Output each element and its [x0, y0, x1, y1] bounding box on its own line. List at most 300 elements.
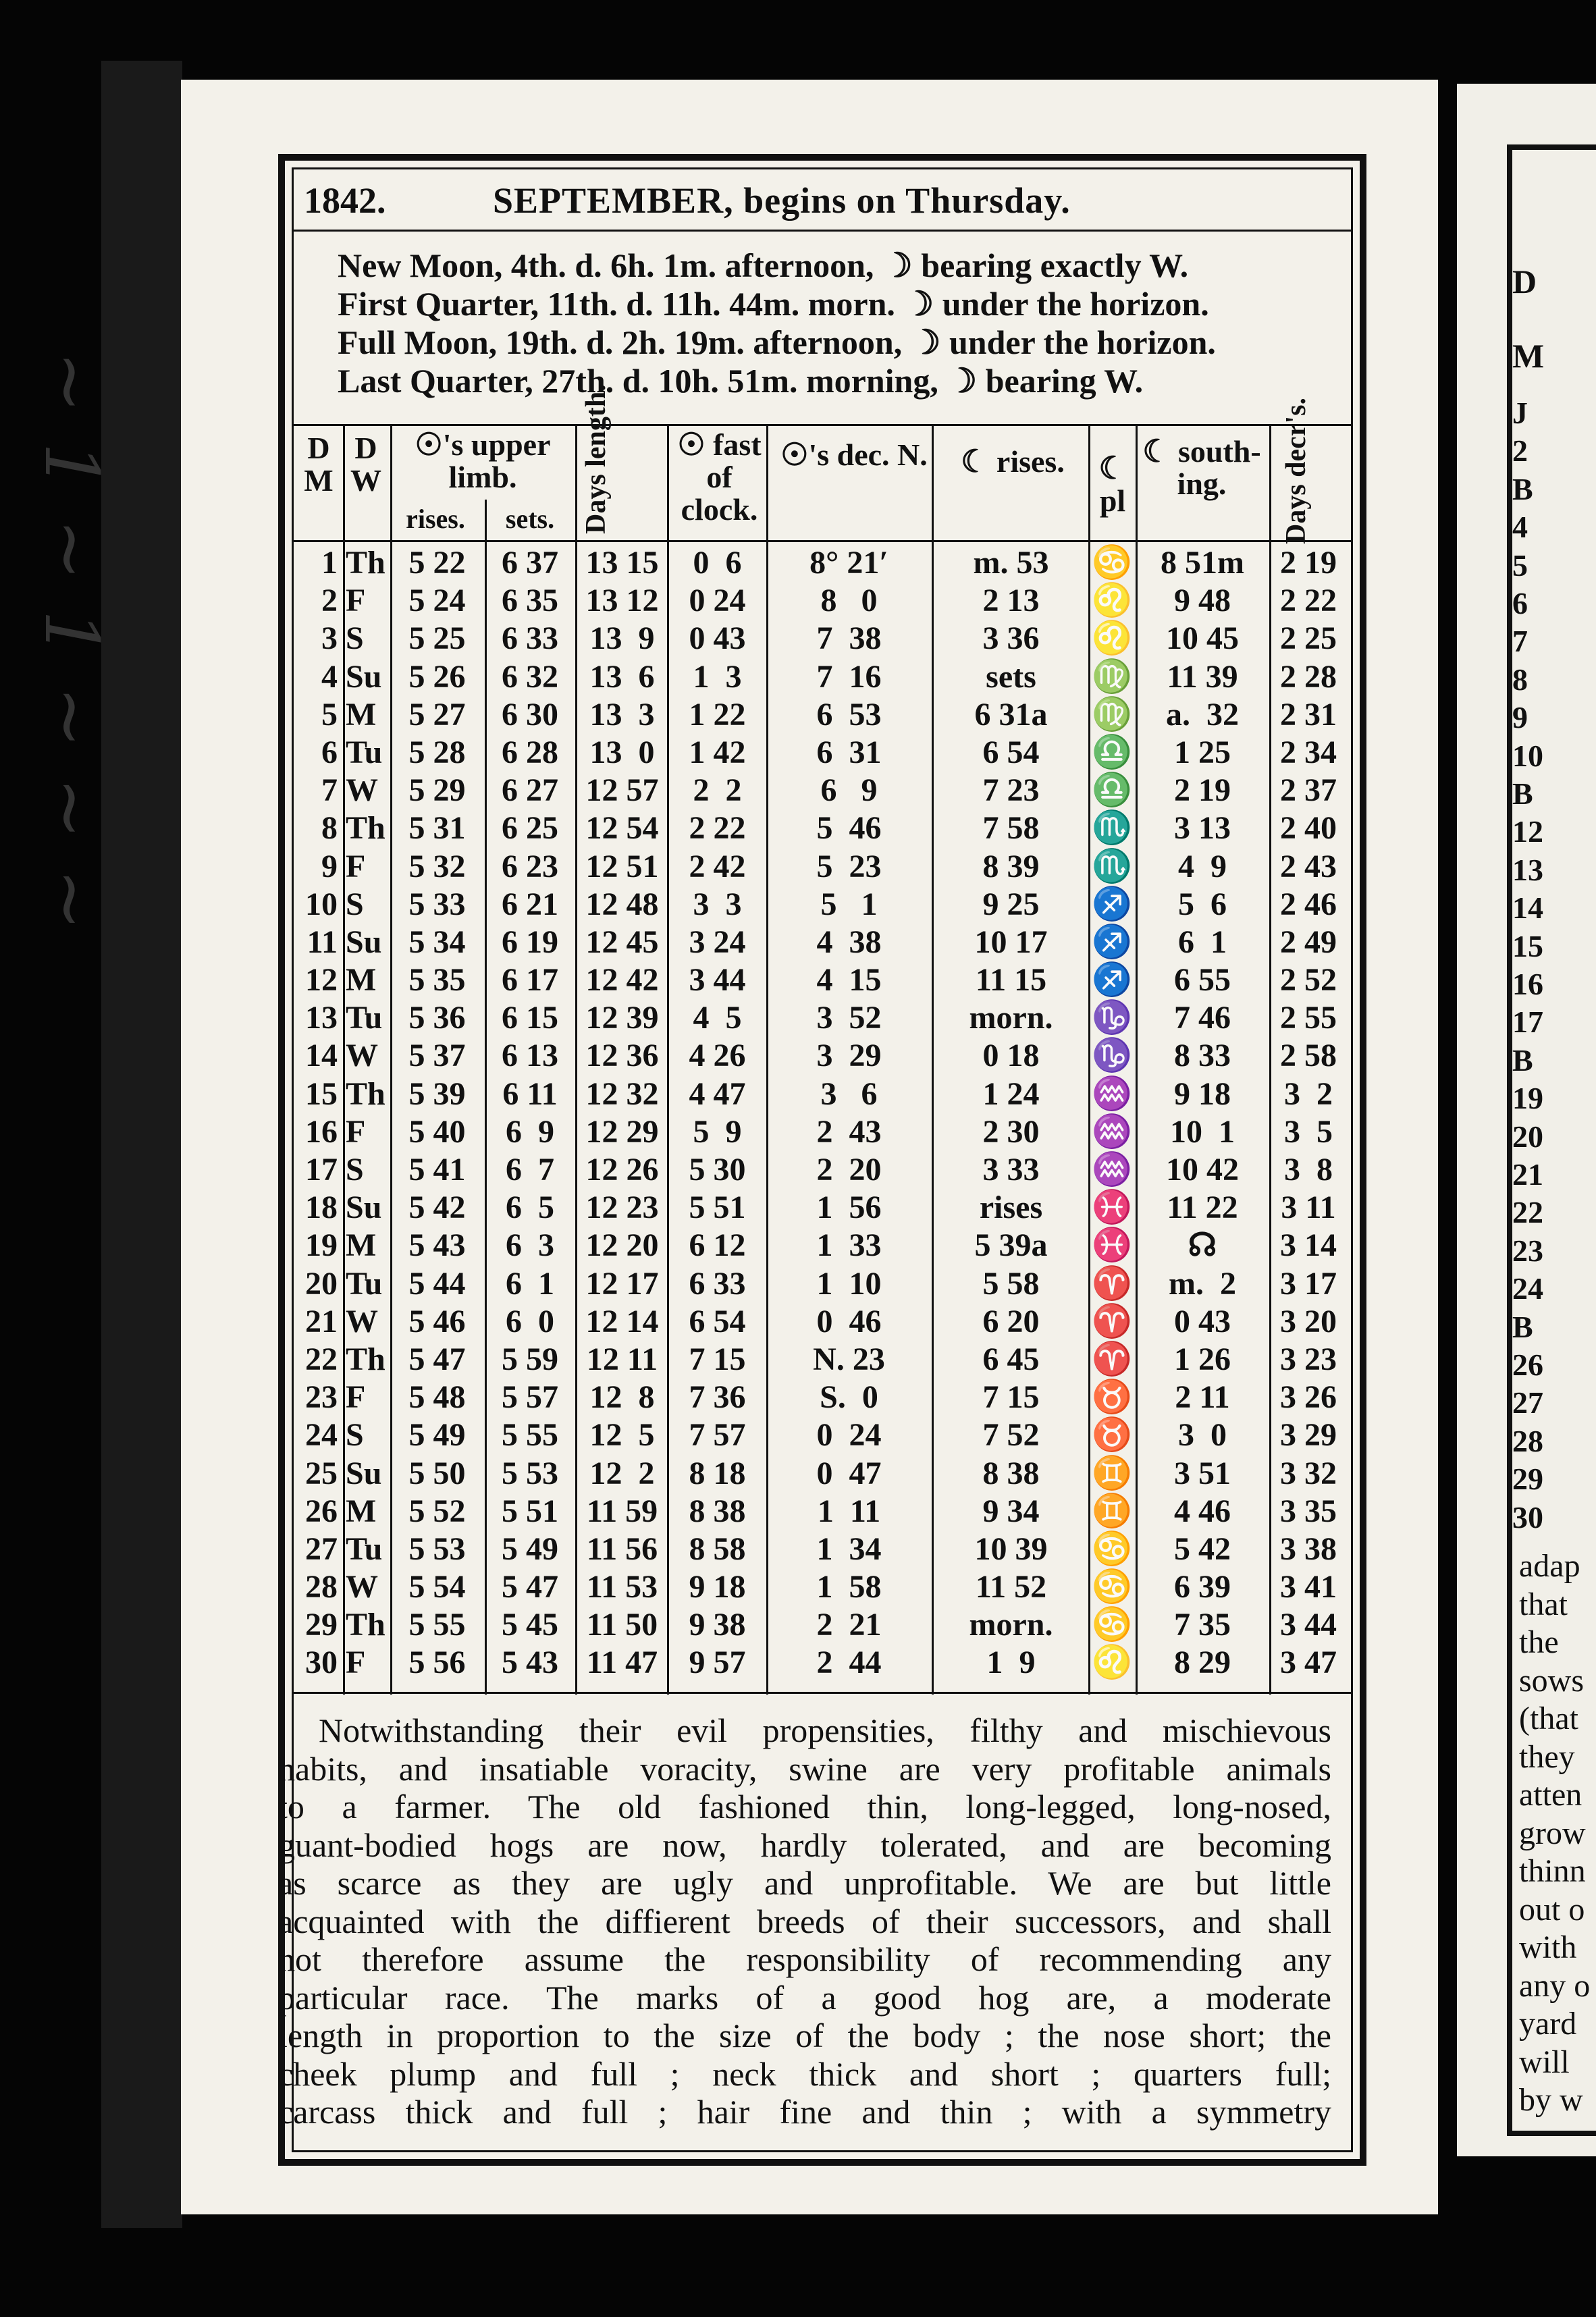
moon-place-cell: ♐ — [1092, 924, 1132, 960]
sun-sets-cell: 5 47 — [502, 1569, 558, 1605]
table-row — [297, 886, 1348, 924]
col-header-sun-dec: ☉'s dec. N. — [780, 437, 928, 472]
moon-southing-cell: 7 35 — [1174, 1607, 1231, 1643]
sun-sets-cell: 5 57 — [502, 1379, 558, 1416]
days-decrease-cell: 2 22 — [1280, 583, 1337, 619]
sun-fast-cell: 8 38 — [689, 1493, 746, 1529]
sun-fast-cell: 8 58 — [689, 1530, 746, 1567]
day-of-month-cell: 12 — [305, 962, 338, 998]
table-row — [297, 1189, 1348, 1227]
days-length-cell: 12 36 — [585, 1038, 659, 1074]
day-of-month-cell: 6 — [321, 734, 338, 770]
sun-sets-cell: 5 53 — [502, 1455, 558, 1491]
facing-page-day: 19 — [1512, 1081, 1543, 1116]
moon-southing-cell: 3 13 — [1174, 810, 1231, 847]
table-row — [297, 772, 1348, 809]
moon-phase-line: Full Moon, 19th. d. 2h. 19m. afternoon, ☽ under the horizon. — [338, 323, 1216, 361]
facing-page-day: 29 — [1512, 1462, 1543, 1497]
days-decrease-cell: 2 31 — [1280, 696, 1337, 733]
day-of-week-cell: M — [346, 1227, 377, 1264]
sun-fast-cell: 3 44 — [689, 962, 746, 998]
day-of-week-cell: S — [346, 886, 364, 922]
days-decrease-cell: 3 5 — [1284, 1113, 1333, 1150]
sun-declination-cell: 6 9 — [820, 772, 878, 809]
day-of-week-cell: F — [346, 848, 366, 884]
day-of-week-cell: Tu — [346, 734, 383, 770]
day-of-week-cell: F — [346, 583, 366, 619]
sun-fast-cell: 3 3 — [693, 886, 742, 922]
sun-fast-cell: 7 57 — [689, 1417, 746, 1454]
moon-southing-cell: a. 32 — [1166, 696, 1239, 733]
table-row — [297, 696, 1348, 734]
sun-declination-cell: 6 53 — [816, 696, 882, 733]
sun-declination-cell: 1 56 — [816, 1190, 882, 1226]
sun-fast-cell: 1 3 — [693, 658, 742, 695]
moon-rises-cell: m. 53 — [973, 545, 1049, 581]
sun-rises-cell: 5 40 — [408, 1113, 466, 1150]
day-of-month-cell: 15 — [305, 1075, 338, 1112]
facing-page-day: 17 — [1512, 1005, 1543, 1040]
days-decrease-cell: 3 11 — [1281, 1190, 1336, 1226]
moon-place-cell: ♋ — [1092, 1607, 1132, 1643]
facing-page-day: 12 — [1512, 814, 1543, 849]
days-length-cell: 13 9 — [589, 620, 655, 657]
table-row — [297, 620, 1348, 658]
days-length-cell: 12 42 — [585, 962, 659, 998]
day-of-week-cell: S — [346, 620, 364, 657]
moon-rises-cell: 9 34 — [982, 1493, 1040, 1529]
days-decrease-cell: 3 2 — [1284, 1075, 1333, 1112]
moon-southing-cell: 2 11 — [1175, 1379, 1230, 1416]
facing-page-text: they — [1519, 1738, 1575, 1775]
sun-declination-cell: 1 33 — [816, 1227, 882, 1264]
sun-declination-cell: 2 43 — [816, 1113, 882, 1150]
day-of-month-cell: 18 — [305, 1190, 338, 1226]
days-decrease-cell: 3 14 — [1280, 1227, 1337, 1264]
facing-page-day: 13 — [1512, 852, 1543, 887]
sun-declination-cell: 5 23 — [816, 848, 882, 884]
moon-rises-cell: 2 30 — [982, 1113, 1040, 1150]
sun-declination-cell: 0 46 — [816, 1303, 882, 1339]
sun-rises-cell: 5 50 — [408, 1455, 466, 1491]
days-decrease-cell: 3 41 — [1280, 1569, 1337, 1605]
facing-page-text: sows — [1519, 1662, 1585, 1699]
facing-page-day: 23 — [1512, 1233, 1543, 1268]
sun-rises-cell: 5 35 — [408, 962, 466, 998]
day-of-month-cell: 21 — [305, 1303, 338, 1339]
moon-rises-cell: sets — [986, 658, 1036, 695]
sun-sets-cell: 6 21 — [502, 886, 558, 922]
paragraph-line: guant-bodied hogs are now, hardly tolerated, and are becoming — [278, 1826, 1331, 1864]
table-row — [297, 1568, 1348, 1606]
moon-southing-cell: 4 46 — [1174, 1493, 1231, 1529]
table-row — [297, 734, 1348, 772]
table-row — [297, 658, 1348, 696]
sun-declination-cell: 5 46 — [816, 810, 882, 847]
sun-sets-cell: 6 35 — [502, 583, 558, 619]
sun-sets-cell: 6 27 — [502, 772, 558, 809]
day-of-month-cell: 25 — [305, 1455, 338, 1491]
days-length-cell: 12 2 — [589, 1455, 655, 1491]
paragraph-line: length in proportion to the size of the body ; the nose short; the — [278, 2017, 1331, 2054]
table-row — [297, 1530, 1348, 1568]
sun-sets-cell: 5 43 — [502, 1645, 558, 1681]
facing-page-day: 15 — [1512, 928, 1543, 963]
facing-page-header: M — [1512, 337, 1545, 375]
sun-sets-cell: 6 25 — [502, 810, 558, 847]
sun-fast-cell: 2 22 — [689, 810, 746, 847]
table-row — [297, 961, 1348, 999]
moon-place-cell: ♐ — [1092, 962, 1132, 998]
moon-rises-cell: 6 54 — [982, 734, 1040, 770]
sun-fast-cell: 0 43 — [689, 620, 746, 657]
sun-declination-cell: 2 44 — [816, 1645, 882, 1681]
sun-rises-cell: 5 53 — [408, 1530, 466, 1567]
facing-page-day: 6 — [1512, 586, 1528, 620]
moon-southing-cell: 1 25 — [1174, 734, 1231, 770]
moon-rises-cell: rises — [979, 1190, 1043, 1226]
table-row — [297, 1265, 1348, 1303]
moon-rises-cell: 7 15 — [982, 1379, 1040, 1416]
days-decrease-cell: 3 35 — [1280, 1493, 1337, 1529]
day-of-month-cell: 28 — [305, 1569, 338, 1605]
day-of-month-cell: 9 — [321, 848, 338, 884]
moon-southing-cell: 1 26 — [1174, 1341, 1231, 1377]
day-of-week-cell: Su — [346, 1455, 382, 1491]
table-row — [297, 1416, 1348, 1454]
moon-southing-cell: 5 6 — [1178, 886, 1227, 922]
moon-southing-cell: 10 42 — [1166, 1152, 1239, 1188]
day-of-week-cell: F — [346, 1113, 366, 1150]
sun-declination-cell: 8° 21′ — [809, 545, 888, 581]
sun-fast-cell: 5 30 — [689, 1152, 746, 1188]
moon-southing-cell: 10 45 — [1166, 620, 1239, 657]
year: 1842. — [304, 180, 386, 221]
sun-rises-cell: 5 25 — [408, 620, 466, 657]
paragraph-line: acquainted with the diffierent breeds of their successors, and shall — [278, 1902, 1331, 1940]
day-of-week-cell: S — [346, 1417, 364, 1454]
facing-page-text: adap — [1519, 1548, 1580, 1584]
sun-rises-cell: 5 22 — [408, 545, 466, 581]
sun-fast-cell: 2 2 — [693, 772, 742, 809]
day-of-week-cell: Th — [346, 1607, 385, 1643]
moon-rises-cell: 1 24 — [982, 1075, 1040, 1112]
moon-place-cell: ♋ — [1092, 545, 1132, 581]
col-header-rises: rises. — [406, 504, 465, 534]
moon-place-cell: ♏ — [1092, 810, 1132, 847]
sun-rises-cell: 5 39 — [408, 1075, 466, 1112]
days-length-cell: 12 39 — [585, 1000, 659, 1036]
facing-page-text: that — [1519, 1586, 1568, 1622]
moon-rises-cell: 3 33 — [982, 1152, 1040, 1188]
facing-page-day: 5 — [1512, 548, 1528, 583]
moon-southing-cell: 3 51 — [1174, 1455, 1231, 1491]
moon-southing-cell: ☊ — [1188, 1227, 1217, 1264]
sun-sets-cell: 5 45 — [502, 1607, 558, 1643]
sun-rises-cell: 5 29 — [408, 772, 466, 809]
moon-place-cell: ♉ — [1092, 1379, 1132, 1416]
sun-fast-cell: 0 6 — [693, 545, 742, 581]
moon-southing-cell: 5 42 — [1174, 1530, 1231, 1567]
facing-page-text: by w — [1519, 2082, 1583, 2118]
facing-page-day: 4 — [1512, 510, 1528, 545]
days-length-cell: 13 15 — [585, 545, 659, 581]
day-of-week-cell: Su — [346, 924, 382, 960]
moon-place-cell: ♈ — [1092, 1303, 1132, 1339]
sun-declination-cell: 2 20 — [816, 1152, 882, 1188]
moon-southing-cell: 4 9 — [1178, 848, 1227, 884]
day-of-week-cell: S — [346, 1152, 364, 1188]
sun-rises-cell: 5 31 — [408, 810, 466, 847]
day-of-week-cell: Tu — [346, 1530, 383, 1567]
facing-page-day: 22 — [1512, 1195, 1543, 1230]
day-of-week-cell: Th — [346, 545, 385, 581]
sun-rises-cell: 5 47 — [408, 1341, 466, 1377]
facing-page-day: 21 — [1512, 1157, 1543, 1192]
days-decrease-cell: 3 23 — [1280, 1341, 1337, 1377]
table-row — [297, 544, 1348, 582]
facing-page-day: 2 — [1512, 433, 1528, 469]
moon-place-cell: ♓ — [1092, 1190, 1132, 1226]
moon-southing-cell: 7 46 — [1174, 1000, 1231, 1036]
moon-place-cell: ♎ — [1092, 734, 1132, 770]
facing-page-day: 14 — [1512, 890, 1543, 926]
day-of-month-cell: 3 — [321, 620, 338, 657]
days-length-cell: 11 56 — [586, 1530, 658, 1567]
facing-page-text: yard — [1519, 2006, 1577, 2042]
moon-place-cell: ♌ — [1092, 583, 1132, 619]
days-length-cell: 12 17 — [585, 1265, 659, 1302]
paragraph-line: Notwithstanding their evil propensities, filthy and mischievous — [319, 1711, 1331, 1749]
sun-declination-cell: N. 23 — [813, 1341, 885, 1377]
header-rows-rule — [292, 540, 1353, 542]
moon-phase-line: New Moon, 4th. d. 6h. 1m. afternoon, ☽ bearing exactly W. — [338, 246, 1189, 284]
facing-page-day: B — [1512, 1309, 1533, 1344]
moon-southing-cell: 6 55 — [1174, 962, 1231, 998]
sun-sets-cell: 6 0 — [506, 1303, 554, 1339]
table-row — [297, 999, 1348, 1037]
sun-sets-cell: 6 23 — [502, 848, 558, 884]
facing-page-day: 26 — [1512, 1348, 1543, 1382]
moon-phase-line: Last Quarter, 27th. d. 10h. 51m. morning, ☽ bearing W. — [338, 362, 1144, 400]
facing-page-day: B — [1512, 1042, 1533, 1077]
col-header-days-length: Days length. — [581, 384, 612, 534]
days-length-cell: 12 26 — [585, 1152, 659, 1188]
sun-fast-cell: 1 42 — [689, 734, 746, 770]
days-length-cell: 11 47 — [586, 1645, 658, 1681]
day-of-week-cell: W — [346, 1569, 378, 1605]
moon-place-cell: ♍ — [1092, 658, 1132, 695]
sun-fast-cell: 4 5 — [693, 1000, 742, 1036]
sun-fast-cell: 4 26 — [689, 1038, 746, 1074]
sun-rises-cell: 5 42 — [408, 1190, 466, 1226]
table-top-rule — [292, 424, 1353, 426]
moon-rises-cell: 10 17 — [974, 924, 1048, 960]
day-of-week-cell: Su — [346, 1190, 382, 1226]
days-decrease-cell: 2 28 — [1280, 658, 1337, 695]
moon-phases — [338, 246, 1216, 400]
moon-place-cell: ♊ — [1092, 1493, 1132, 1529]
sun-fast-cell: 2 42 — [689, 848, 746, 884]
days-decrease-cell: 2 55 — [1280, 1000, 1337, 1036]
sun-fast-cell: 9 57 — [689, 1645, 746, 1681]
days-length-cell: 12 14 — [585, 1303, 659, 1339]
facing-page-text: will — [1519, 2044, 1570, 2080]
day-of-week-cell: F — [346, 1379, 366, 1416]
day-of-month-cell: 23 — [305, 1379, 338, 1416]
days-length-cell: 13 3 — [589, 696, 655, 733]
col-header-moon-rises: ☾ rises. — [961, 444, 1065, 479]
sun-sets-cell: 6 17 — [502, 962, 558, 998]
sun-fast-cell: 5 9 — [693, 1113, 742, 1150]
sun-fast-cell: 3 24 — [689, 924, 746, 960]
sun-rises-cell: 5 43 — [408, 1227, 466, 1264]
facing-page-text: atten — [1519, 1777, 1582, 1813]
days-length-cell: 12 45 — [585, 924, 659, 960]
almanac-table-body — [297, 544, 1348, 1682]
sun-sets-cell: 6 19 — [502, 924, 558, 960]
sun-sets-cell: 6 3 — [506, 1227, 554, 1264]
sun-rises-cell: 5 26 — [408, 658, 466, 695]
moon-southing-cell: 8 51m — [1161, 545, 1244, 581]
day-of-week-cell: W — [346, 772, 378, 809]
col-header-sun-upper: ☉'s upper limb. — [415, 427, 551, 494]
sun-rises-cell: 5 34 — [408, 924, 466, 960]
moon-place-cell: ♑ — [1092, 1038, 1132, 1074]
moon-place-cell: ♐ — [1092, 886, 1132, 922]
moon-rises-cell: 7 52 — [982, 1417, 1040, 1454]
sun-sets-cell: 6 1 — [506, 1265, 554, 1302]
day-of-week-cell: Tu — [346, 1000, 383, 1036]
moon-southing-cell: 2 19 — [1174, 772, 1231, 809]
paragraph-line: cheek plump and full ; neck thick and short ; quarters full; — [278, 2054, 1331, 2093]
days-length-cell: 12 20 — [585, 1227, 659, 1264]
days-length-cell: 12 48 — [585, 886, 659, 922]
day-of-month-cell: 27 — [305, 1530, 338, 1567]
day-of-month-cell: 17 — [305, 1152, 338, 1188]
moon-southing-cell: 6 39 — [1174, 1569, 1231, 1605]
facing-page-day: J — [1512, 396, 1528, 430]
moon-rises-cell: 2 13 — [982, 583, 1040, 619]
sun-rises-cell: 5 24 — [408, 583, 466, 619]
facing-page-day: 28 — [1512, 1423, 1543, 1458]
sun-sets-cell: 6 32 — [502, 658, 558, 695]
table-row — [297, 1113, 1348, 1151]
sun-declination-cell: 1 58 — [816, 1569, 882, 1605]
sun-rises-cell: 5 37 — [408, 1038, 466, 1074]
sun-rises-cell: 5 33 — [408, 886, 466, 922]
moon-rises-cell: 3 36 — [982, 620, 1040, 657]
paragraph-line: to a farmer. The old fashioned thin, long-legged, long-nosed, — [278, 1788, 1331, 1826]
sun-declination-cell: 6 31 — [816, 734, 882, 770]
sun-rises-cell: 5 32 — [408, 848, 466, 884]
sun-fast-cell: 8 18 — [689, 1455, 746, 1491]
day-of-month-cell: 7 — [321, 772, 338, 809]
day-of-month-cell: 14 — [305, 1038, 338, 1074]
day-of-month-cell: 19 — [305, 1227, 338, 1264]
days-length-cell: 12 5 — [589, 1417, 655, 1454]
day-of-week-cell: M — [346, 1493, 377, 1529]
moon-southing-cell: 0 43 — [1174, 1303, 1231, 1339]
table-row — [297, 1037, 1348, 1075]
sun-declination-cell: 4 15 — [816, 962, 882, 998]
facing-page-day: 7 — [1512, 624, 1528, 659]
moon-rises-cell: 0 18 — [982, 1038, 1040, 1074]
sun-sets-cell: 5 51 — [502, 1493, 558, 1529]
moon-southing-cell: 9 18 — [1174, 1075, 1231, 1112]
sun-sets-cell: 5 49 — [502, 1530, 558, 1567]
days-decrease-cell: 2 43 — [1280, 848, 1337, 884]
essay-paragraph — [278, 1711, 1331, 2131]
facing-page-text: the — [1519, 1624, 1559, 1660]
col-header-dm: D M — [304, 431, 334, 498]
sun-sets-cell: 5 55 — [502, 1417, 558, 1454]
facing-page-day: 24 — [1512, 1271, 1543, 1306]
moon-phase-line: First Quarter, 11th. d. 11h. 44m. morn. ☽ under the horizon. — [338, 285, 1209, 323]
moon-rises-cell: 8 39 — [982, 848, 1040, 884]
sun-sets-cell: 6 9 — [506, 1113, 554, 1150]
moon-rises-cell: morn. — [969, 1607, 1053, 1643]
moon-place-cell: ♒ — [1092, 1113, 1132, 1150]
table-row — [297, 582, 1348, 620]
days-length-cell: 13 0 — [589, 734, 655, 770]
facing-page-text: with — [1519, 1929, 1577, 1965]
sun-fast-cell: 0 24 — [689, 583, 746, 619]
moon-rises-cell: 6 31a — [974, 696, 1048, 733]
moon-rises-cell: 7 23 — [982, 772, 1040, 809]
facing-page-text: out o — [1519, 1891, 1585, 1927]
sun-fast-cell: 6 12 — [689, 1227, 746, 1264]
days-decrease-cell: 3 20 — [1280, 1303, 1337, 1339]
sun-fast-cell: 6 33 — [689, 1265, 746, 1302]
paragraph-line: habits, and insatiable voracity, swine are very profitable animals — [278, 1749, 1331, 1788]
day-of-month-cell: 4 — [321, 658, 338, 695]
table-row — [297, 924, 1348, 961]
col-header-moon-southing: ☾ south-ing. — [1142, 434, 1261, 501]
day-of-month-cell: 29 — [305, 1607, 338, 1643]
sun-rises-cell: 5 56 — [408, 1645, 466, 1681]
moon-rises-cell: 6 45 — [982, 1341, 1040, 1377]
moon-southing-cell: 8 29 — [1174, 1645, 1231, 1681]
moon-southing-cell: 6 1 — [1178, 924, 1227, 960]
moon-southing-cell: 9 48 — [1174, 583, 1231, 619]
sun-sets-cell: 6 30 — [502, 696, 558, 733]
moon-place-cell: ♉ — [1092, 1417, 1132, 1454]
table-row — [297, 1644, 1348, 1682]
days-decrease-cell: 2 25 — [1280, 620, 1337, 657]
paragraph-line: not therefore assume the responsibility of recommending any — [278, 1940, 1331, 1978]
day-of-month-cell: 22 — [305, 1341, 338, 1377]
sun-declination-cell: 2 21 — [816, 1607, 882, 1643]
table-row — [297, 1151, 1348, 1189]
facing-page-day: 8 — [1512, 662, 1528, 697]
table-row — [297, 848, 1348, 886]
sun-sets-cell: 5 59 — [502, 1341, 558, 1377]
day-of-month-cell: 30 — [305, 1645, 338, 1681]
days-length-cell: 12 54 — [585, 810, 659, 847]
days-decrease-cell: 3 17 — [1280, 1265, 1337, 1302]
table-row — [297, 809, 1348, 847]
sun-fast-cell: 7 15 — [689, 1341, 746, 1377]
sun-sets-cell: 6 5 — [506, 1190, 554, 1226]
day-of-week-cell: M — [346, 962, 377, 998]
sun-declination-cell: 4 38 — [816, 924, 882, 960]
sun-declination-cell: 7 16 — [816, 658, 882, 695]
moon-rises-cell: 11 52 — [975, 1569, 1047, 1605]
table-row — [297, 1493, 1348, 1530]
days-decrease-cell: 3 29 — [1280, 1417, 1337, 1454]
sun-rises-cell: 5 55 — [408, 1607, 466, 1643]
